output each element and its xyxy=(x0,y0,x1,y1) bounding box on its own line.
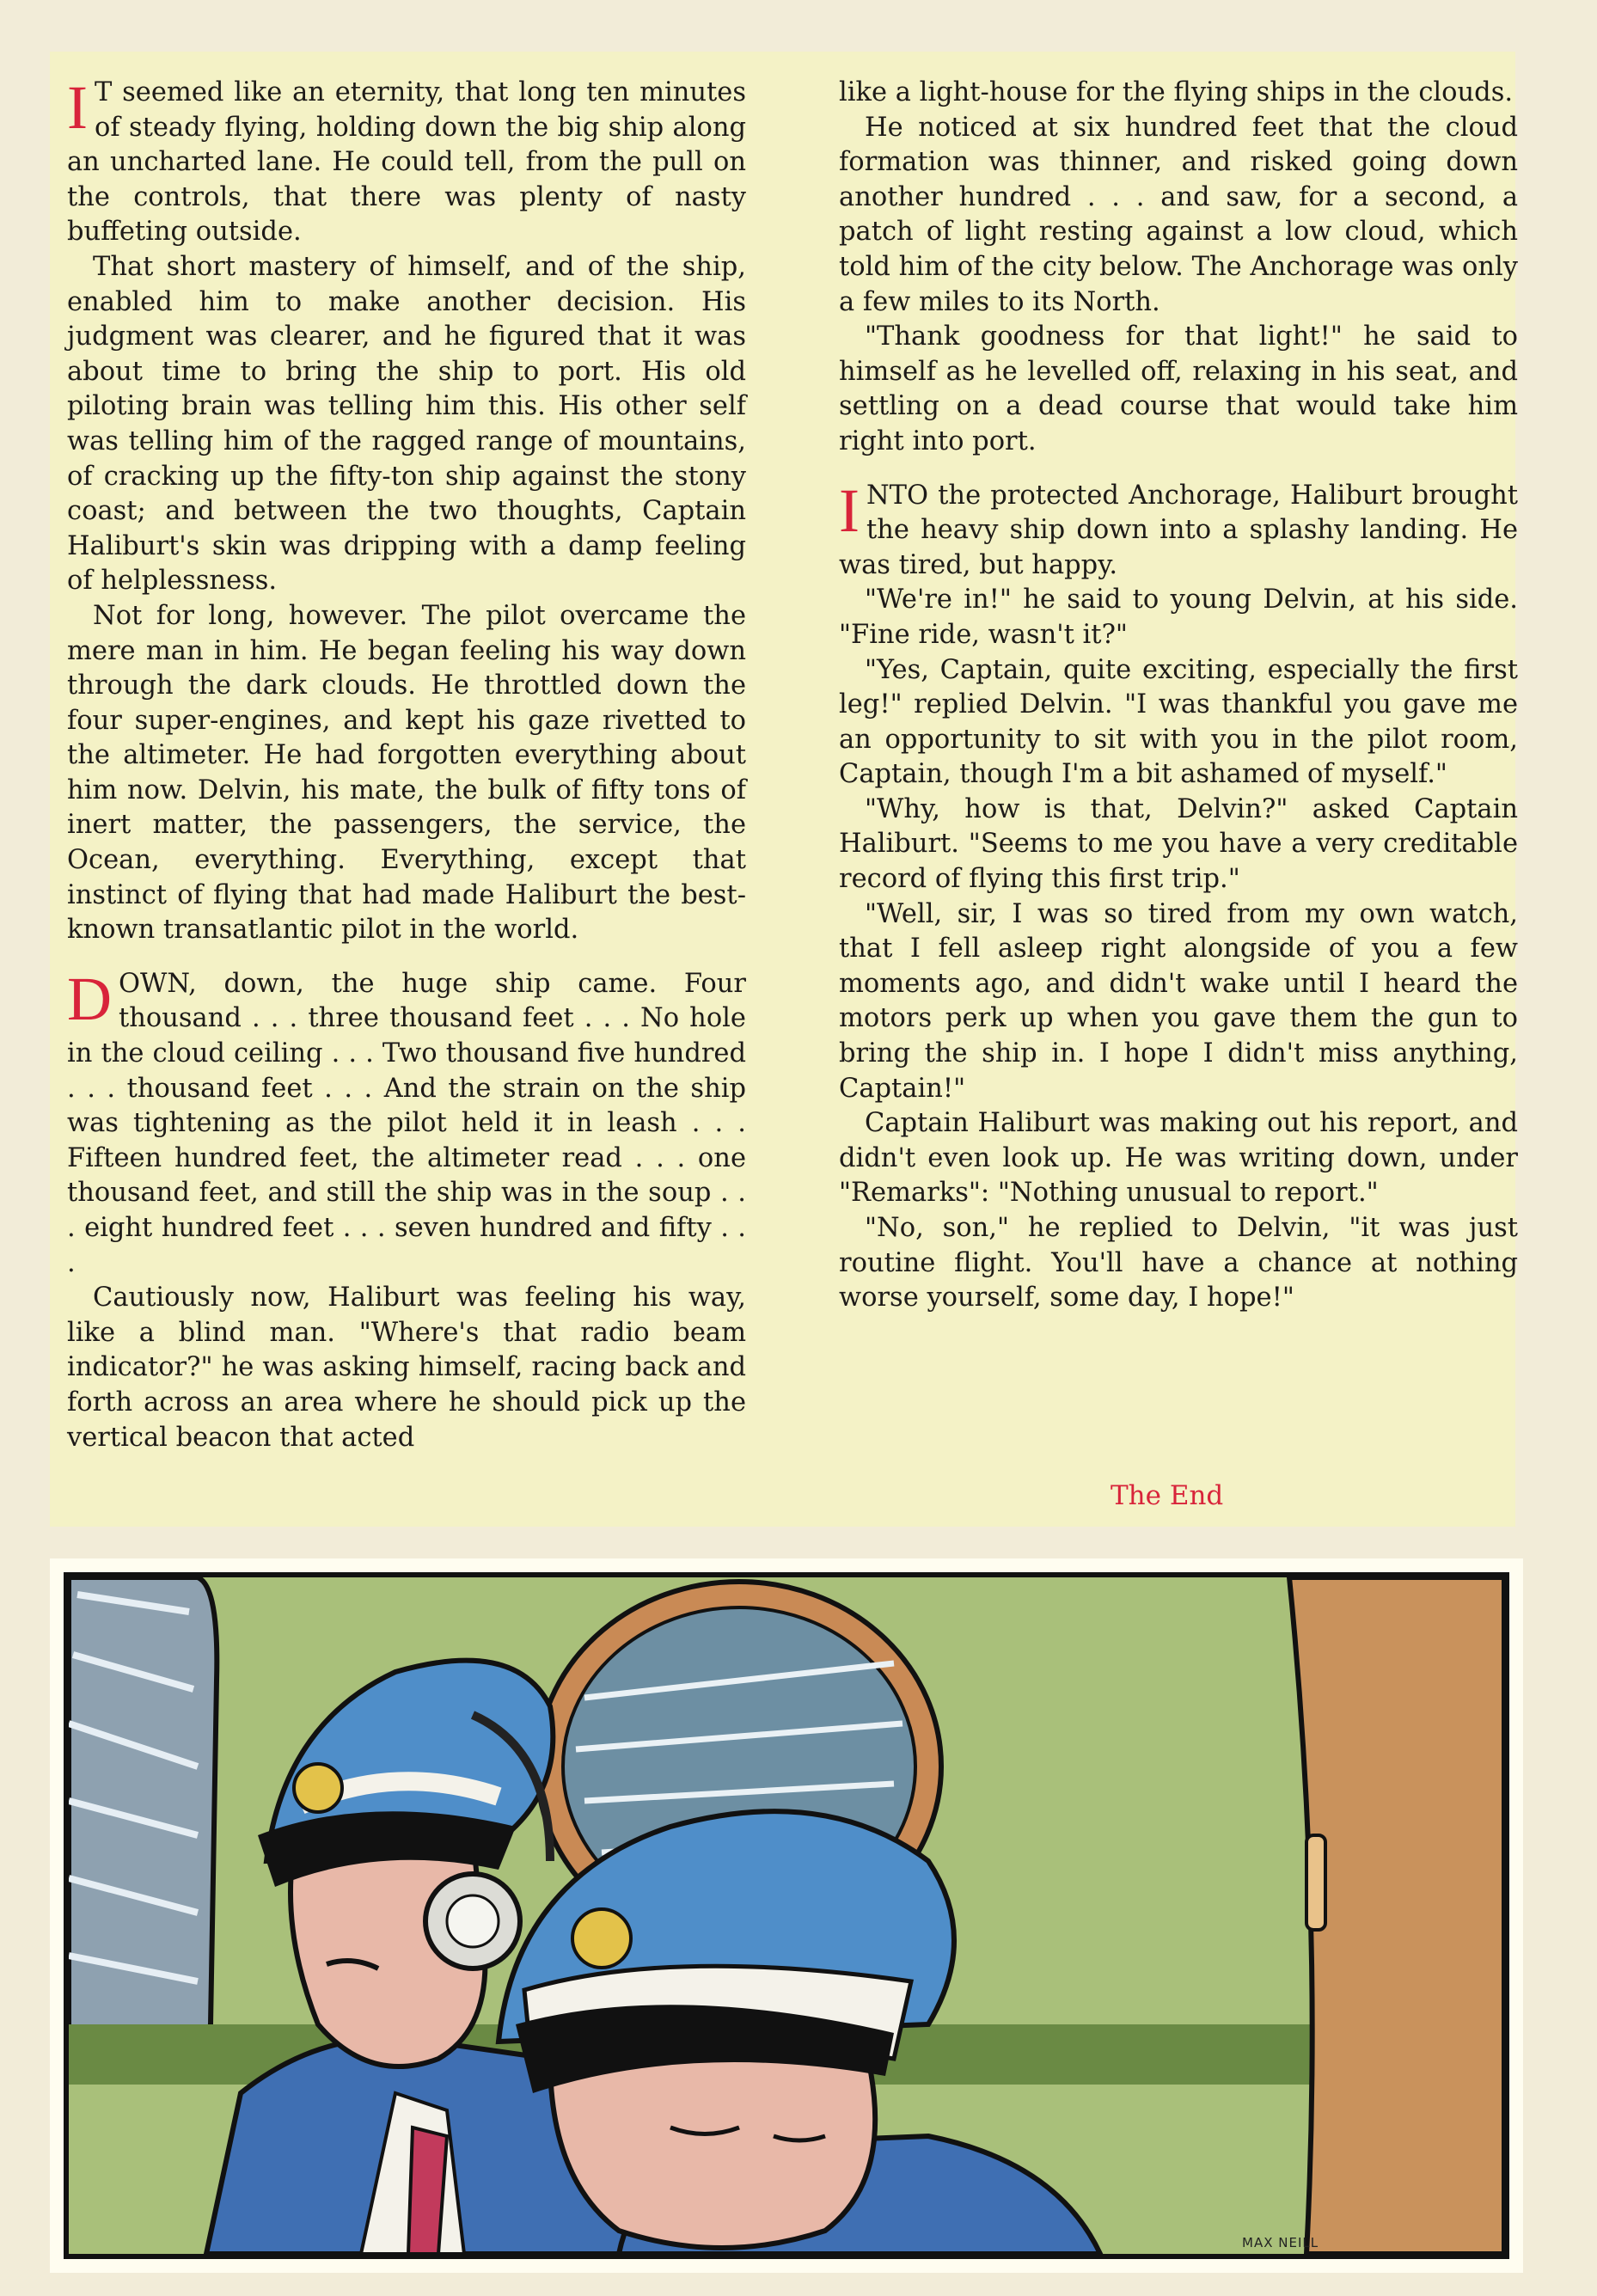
paragraph: Captain Haliburt was making out his report, and didn't even look up. He was writing down, under "Remarks": "Nothing unusual to report." xyxy=(839,1108,1518,1209)
mate-badge-icon xyxy=(572,1909,631,1968)
drop-cap: I xyxy=(67,73,88,142)
paragraph: "Why, how is that, Delvin?" asked Captain Haliburt. "Seems to me you have a very creditable record of flying this first trip." xyxy=(839,793,1518,895)
paragraph: "No, son," he replied to Delvin, "it was just routine flight. You'll have a chance at nothing worse yourself, some day, I hope!" xyxy=(839,1213,1518,1313)
drop-cap: D xyxy=(67,964,112,1033)
paragraph: like a light-house for the flying ships in the clouds. xyxy=(839,77,1514,107)
paragraph: He noticed at six hundred feet that the cloud formation was thinner, and risked going down another hundred . . . and saw, for a second, a patch of light resting against a low cloud, which told him of the city below. The Anchorage was only a few miles to its North. xyxy=(839,112,1518,317)
captain-tie xyxy=(408,2128,447,2254)
paragraph xyxy=(67,73,746,250)
paragraph: "We're in!" he said to young Delvin, at his side. "Fine ride, wasn't it?" xyxy=(839,585,1518,650)
paragraph: "Well, sir, I was so tired from my own watch, that I fell asleep right alongside of you a few moments ago, and didn't wake until I heard the motors perk up when you gave them the gun to bring the ship in. I hope I didn't miss anything, Captain!" xyxy=(839,898,1518,1104)
paragraph xyxy=(67,964,746,1281)
captain-badge-icon xyxy=(294,1764,342,1812)
paragraph-text: T seemed like an eternity, that long ten minutes of steady flying, holding down the big ship along an uncharted lane. He could tell, from the pull on the controls, that there was plenty of nasty buffeting outside. xyxy=(67,77,746,248)
left-column xyxy=(67,73,746,1455)
headphone-inner xyxy=(447,1895,499,1947)
paragraph: That short mastery of himself, and of the ship, enabled him to make another decision. His judgment was clearer, and he figured that it was about time to bring the ship to port. His old piloting brain was telling him this. His other self was telling him of the ragged range of mountains, of cracking up the fifty-ton ship against the stony coast; and between the two thoughts, Captain Haliburt's skin was dripping with a damp feeling of helplessness. xyxy=(67,251,746,597)
paragraph: "Thank goodness for that light!" he said to himself as he levelled off, relaxing in his seat, and settling on a dead course that would take him right into port. xyxy=(839,321,1518,456)
paragraph-text: OWN, down, the huge ship came. Four thousand . . . three thousand feet . . . No hole in the cloud ceiling . . . Two thousand five hundred . . . thousand feet . . . And the strain on the ship was tightening as the pilot held it in leash . . . Fifteen hundred feet, the altimeter read . . . one thousand feet, and still the ship was in the soup . . . eight hundred feet . . . seven hundred and fifty . . . xyxy=(67,968,746,1278)
paragraph-text: NTO the protected Anchorage, Haliburt brought the heavy ship down into a splashy landing. He was tired, but happy. xyxy=(839,480,1518,580)
cockpit-scene-drawing xyxy=(69,1577,1504,2254)
door-handle xyxy=(1306,1835,1325,1930)
paragraph xyxy=(839,475,1518,584)
paragraph: "Yes, Captain, quite exciting, especially the first leg!" replied Delvin. "I was thankful you gave me an opportunity to sit with you in the pilot room, Captain, though I'm a bit ashamed of myself." xyxy=(839,654,1518,790)
right-column xyxy=(839,76,1518,1316)
artist-signature: MAX NEILL xyxy=(1242,2235,1319,2250)
story-text-panel xyxy=(50,52,1518,1527)
illustration-panel xyxy=(50,1558,1523,2273)
the-end-label: The End xyxy=(1111,1480,1224,1511)
paragraph: Not for long, however. The pilot overcame the mere man in him. He began feeling his way down through the dark clouds. He throttled down the four super-engines, and kept his gaze rivetted to the altimeter. He had forgotten everything about him now. Delvin, his mate, the bulk of fifty tons of inert matter, the passengers, the service, the Ocean, everything. Everything, except that instinct of flying that had made Haliburt the best-known transatlantic pilot in the world. xyxy=(67,600,746,946)
cockpit-illustration xyxy=(64,1572,1509,2259)
paragraph: Cautiously now, Haliburt was feeling his way, like a blind man. "Where's that radio beam indicator?" he was asking himself, racing back and forth across an area where he should pick up the vertical beacon that acted xyxy=(67,1283,746,1453)
drop-cap: I xyxy=(839,475,860,545)
